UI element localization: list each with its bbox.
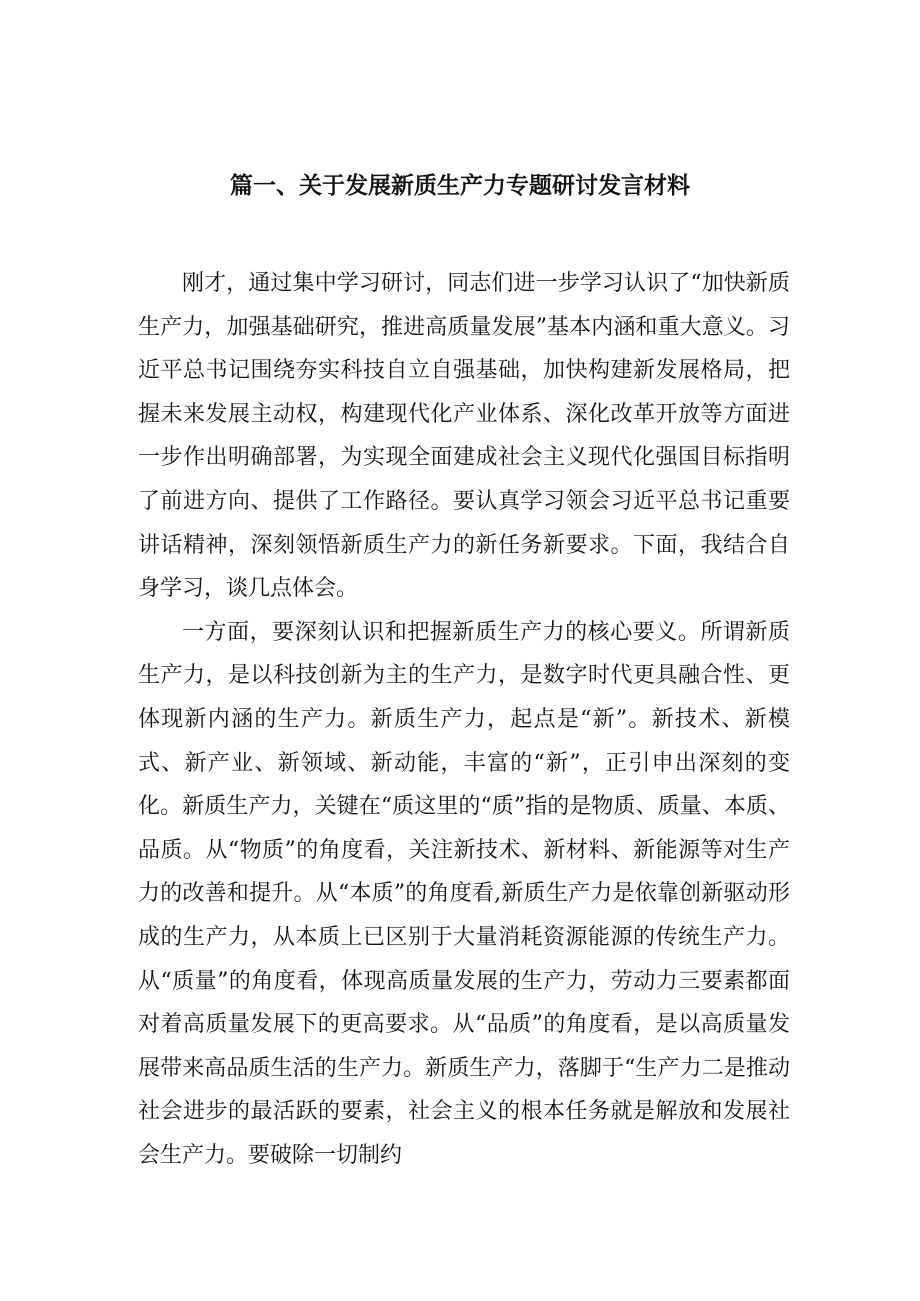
document-body (138, 262, 790, 1177)
document-title: 篇一、关于发展新质生产力专题研讨发言材料 (230, 173, 690, 199)
paragraph-2: 一方面，要深刻认识和把握新质生产力的核心要义。所谓新质生产力，是以科技创新为主的生产力，是数字时代更具融合性、更体现新内涵的生产力。新质生产力，起点是“新”。新技术、新模式、新产业、新领域、新动能，丰富的“新”，正引申出深刻的变化。新质生产力，关键在“质这里的“质”指的是物质、质量、本质、品质。从“物质”的角度看，关注新技术、新材料、新能源等对生产力的改善和提升。从“本质”的角度看,新质生产力是依靠创新驱动形成的生产力，从本质上已区别于大量消耗资源能源的传统生产力。从“质量”的角度看，体现高质量发展的生产力，劳动力三要素都面对着高质量发展下的更高要求。从“品质”的角度看，是以高质量发展带来高品质生活的生产力。新质生产力，落脚于“生产力二是推动社会进步的最活跃的要素，社会主义的根本任务就是解放和发展社会生产力。要破除一切制约 (138, 619, 790, 1168)
paragraph-1: 刚才，通过集中学习研讨，同志们进一步学习认识了“加快新质生产力，加强基础研究，推进高质量发展”基本内涵和重大意义。习近平总书记围绕夯实科技自立自强基础，加快构建新发展格局，把握未来发展主动权，构建现代化产业体系、深化改革开放等方面进一步作出明确部署，为实现全面建成社会主义现代化强国目标指明了前进方向、提供了工作路径。要认真学习领会习近平总书记重要讲话精神，深刻领悟新质生产力的新任务新要求。下面，我结合自身学习，谈几点体会。 (138, 271, 790, 602)
